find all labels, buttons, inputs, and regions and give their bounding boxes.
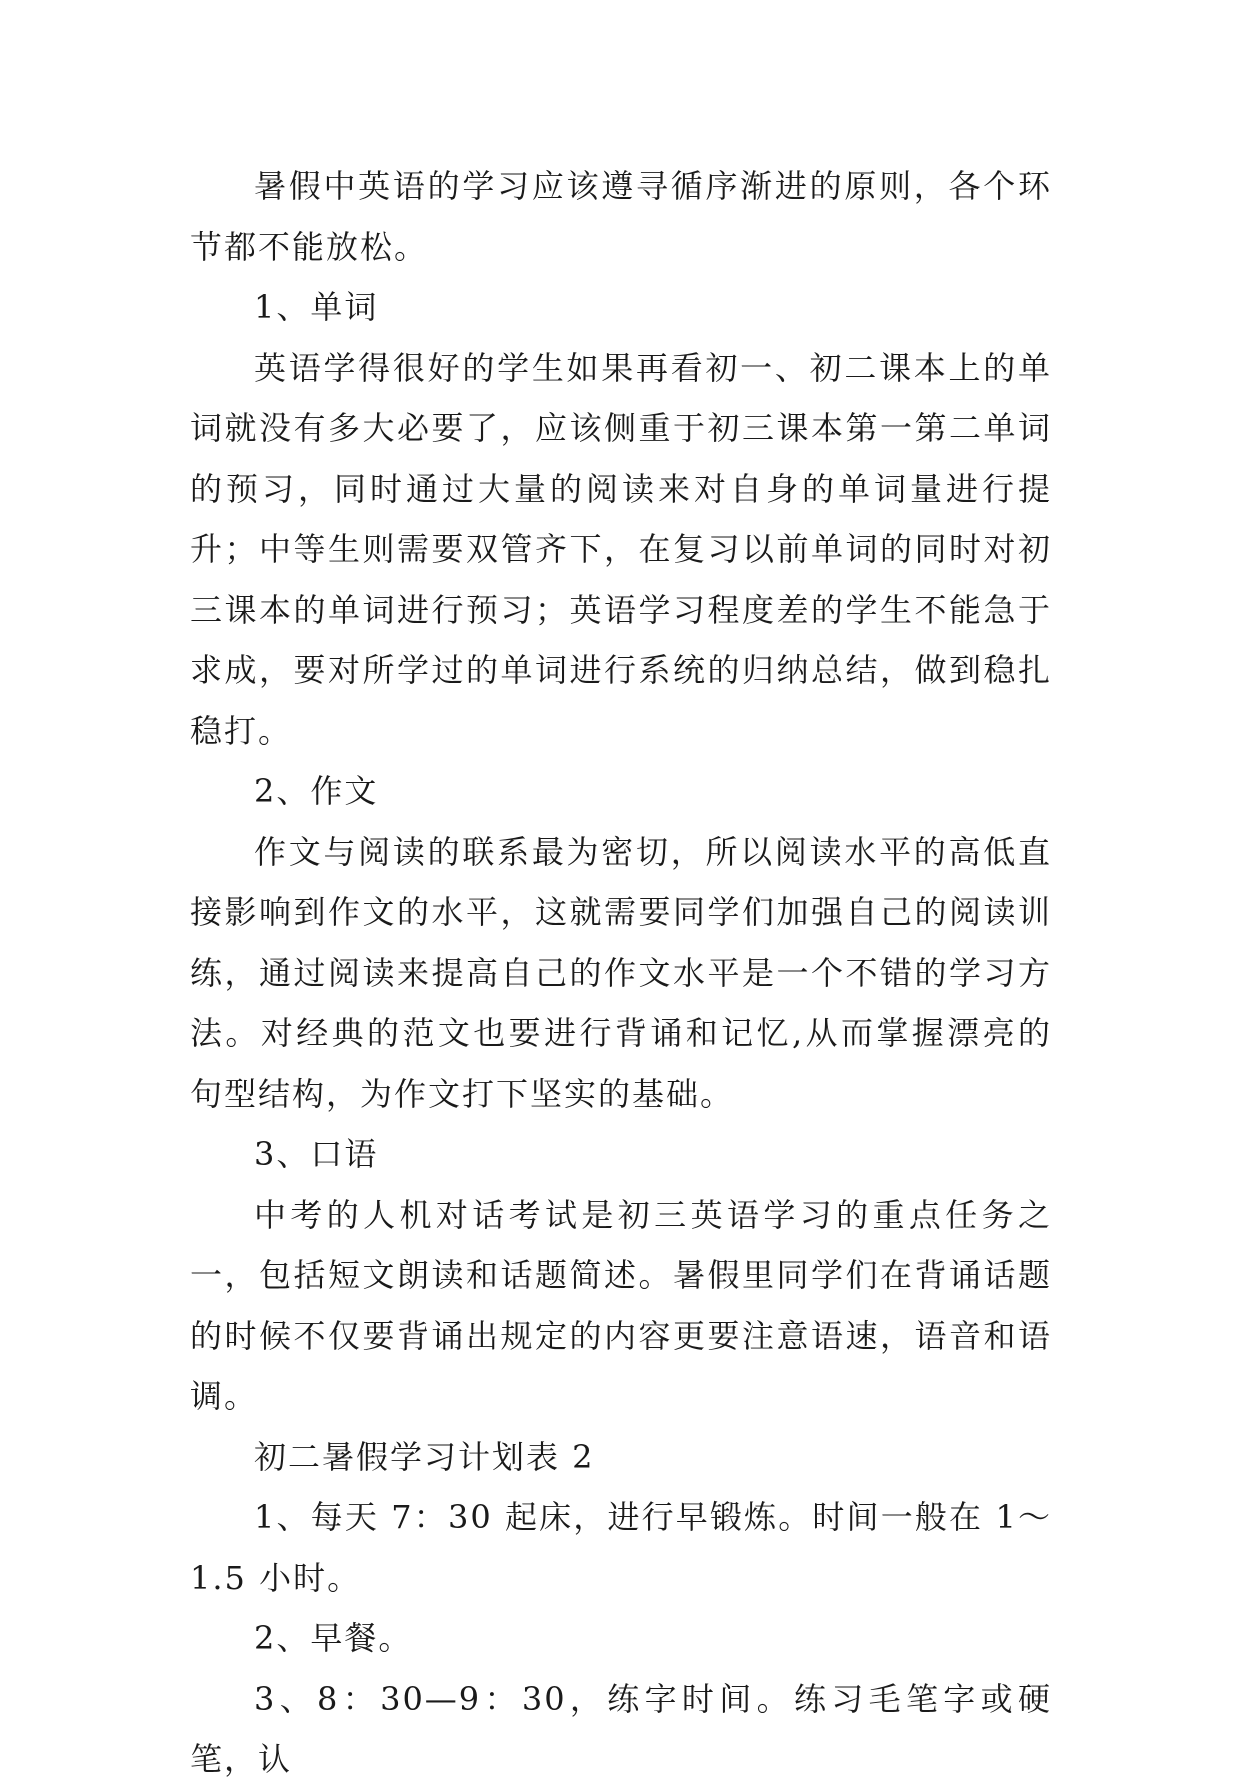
document-body (190, 156, 1052, 1790)
section-title-plan: 初二暑假学习计划表 2 (254, 1437, 595, 1476)
plan-item-calligraphy: 3、8：30—9：30，练字时间。练习毛笔字或硬笔，认 (190, 1679, 1052, 1778)
plan-item-wakeup: 1、每天 7：30 起床，进行早锻炼。时间一般在 1～1.5 小时。 (190, 1498, 1052, 1597)
plan-item-breakfast: 2、早餐。 (254, 1619, 413, 1657)
paragraph-speaking: 中考的人机对话考试是初三英语学习的重点任务之一，包括短文朗读和话题简述。暑假里同学们在背诵话题的时候不仅要背诵出规定的内容更要注意语速，语音和语调。 (190, 1195, 1052, 1415)
paragraph-intro: 暑假中英语的学习应该遵寻循序渐进的原则，各个环节都不能放松。 (190, 167, 1052, 266)
heading-vocabulary: 1、单词 (254, 288, 379, 326)
paragraph-vocabulary: 英语学得很好的学生如果再看初一、初二课本上的单词就没有多大必要了，应该侧重于初三课本第一第二单词的预习，同时通过大量的阅读来对自身的单词量进行提升；中等生则需要双管齐下，在复习以前单词的同时对初三课本的单词进行预习；英语学习程度差的学生不能急于求成，要对所学过的单词进行系统的归纳总结，做到稳扎稳打。 (190, 348, 1052, 750)
heading-speaking: 3、口语 (254, 1135, 379, 1173)
heading-composition: 2、作文 (254, 772, 379, 810)
paragraph-composition: 作文与阅读的联系最为密切，所以阅读水平的高低直接影响到作文的水平，这就需要同学们加强自己的阅读训练，通过阅读来提高自己的作文水平是一个不错的学习方法。对经典的范文也要进行背诵和记忆,从而掌握漂亮的句型结构，为作文打下坚实的基础。 (190, 832, 1052, 1113)
